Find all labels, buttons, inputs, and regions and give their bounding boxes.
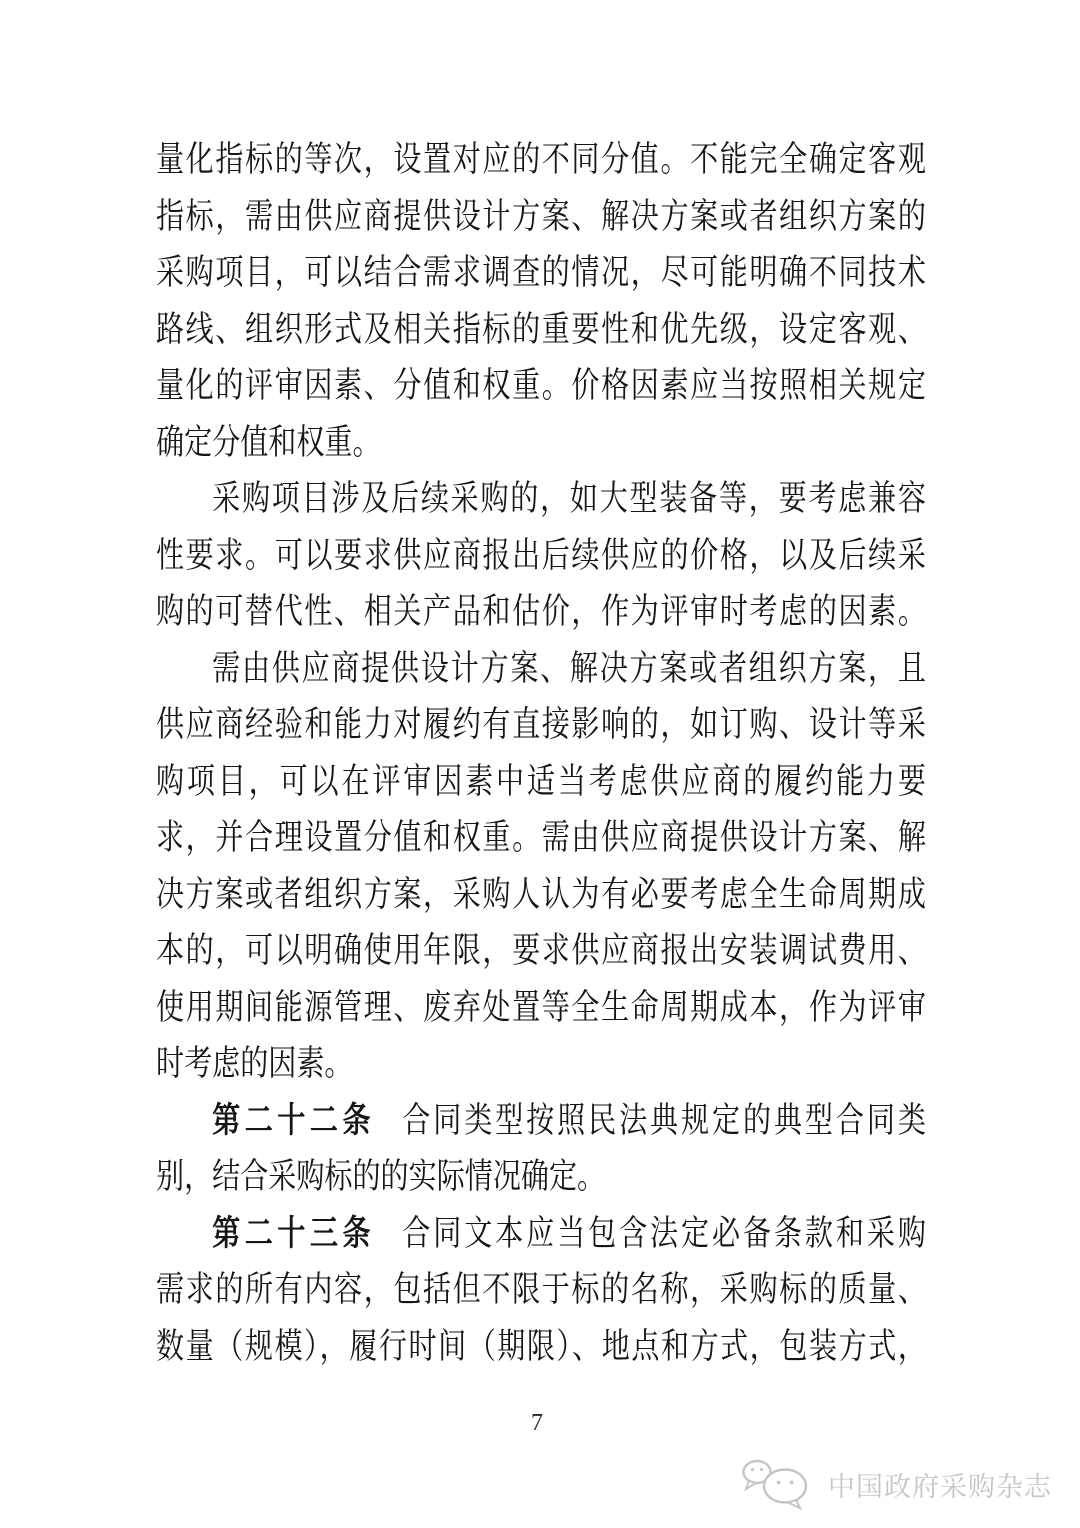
text-line: 使用期间能源管理、废弃处置等全生命周期成本，作为评审 [156,987,926,1027]
article-text: 合同文本应当包含法定必备条款和采购 [402,1213,926,1253]
text-line [156,1206,926,1263]
text-line: 时考虑的因素。 [156,1044,353,1083]
text-line: 决方案或者组织方案，采购人认为有必要考虑全生命周期成 [156,874,926,914]
text-line: 指标，需由供应商提供设计方案、解决方案或者组织方案的 [156,196,926,236]
body-text [156,132,926,1375]
text-line: 求，并合理设置分值和权重。需由供应商提供设计方案、解 [156,818,926,857]
text-line: 购的可替代性、相关产品和估价，作为评审时考虑的因素。 [156,592,926,631]
text-line: 性要求。可以要求供应商报出后续供应的价格，以及后续采 [156,535,926,575]
text-line: 供应商经验和能力对履约有直接影响的，如订购、设计等采 [156,705,926,744]
text-line: 需求的所有内容，包括但不限于标的名称，采购标的质量、 [156,1270,926,1309]
text-line: 本的，可以明确使用年限，要求供应商报出安装调试费用、 [156,931,926,970]
text-line: 购项目，可以在评审因素中适当考虑供应商的履约能力要 [156,761,926,801]
watermark-text: 中国政府采购杂志 [828,1471,1052,1502]
text-line: 量化指标的等次，设置对应的不同分值。不能完全确定客观 [156,140,926,179]
page-number: 7 [531,1410,543,1436]
text-line: 别，结合采购标的的实际情况确定。 [156,1157,606,1196]
text-line: 确定分值和权重。 [156,422,381,462]
article-number: 第二十三条 [212,1213,376,1253]
text-line: 采购项目，可以结合需求调查的情况，尽可能明确不同技术 [156,253,926,292]
text-line: 采购项目涉及后续采购的，如大型装备等，要考虑兼容 [212,479,926,518]
text-line: 需由供应商提供设计方案、解决方案或者组织方案，且 [212,648,926,688]
wechat-icon [740,1458,818,1510]
text-line: 路线、组织形式及相关指标的重要性和优先级，设定客观、 [156,309,926,349]
watermark [740,1458,1052,1510]
text-line [156,1093,926,1150]
text-line: 量化的评审因素、分值和权重。价格因素应当按照相关规定 [156,366,926,405]
text-line: 数量（规模），履行时间（期限）、地点和方式，包装方式， [156,1326,926,1366]
article-number: 第二十二条 [212,1100,376,1140]
article-text: 合同类型按照民法典规定的典型合同类 [402,1100,926,1140]
